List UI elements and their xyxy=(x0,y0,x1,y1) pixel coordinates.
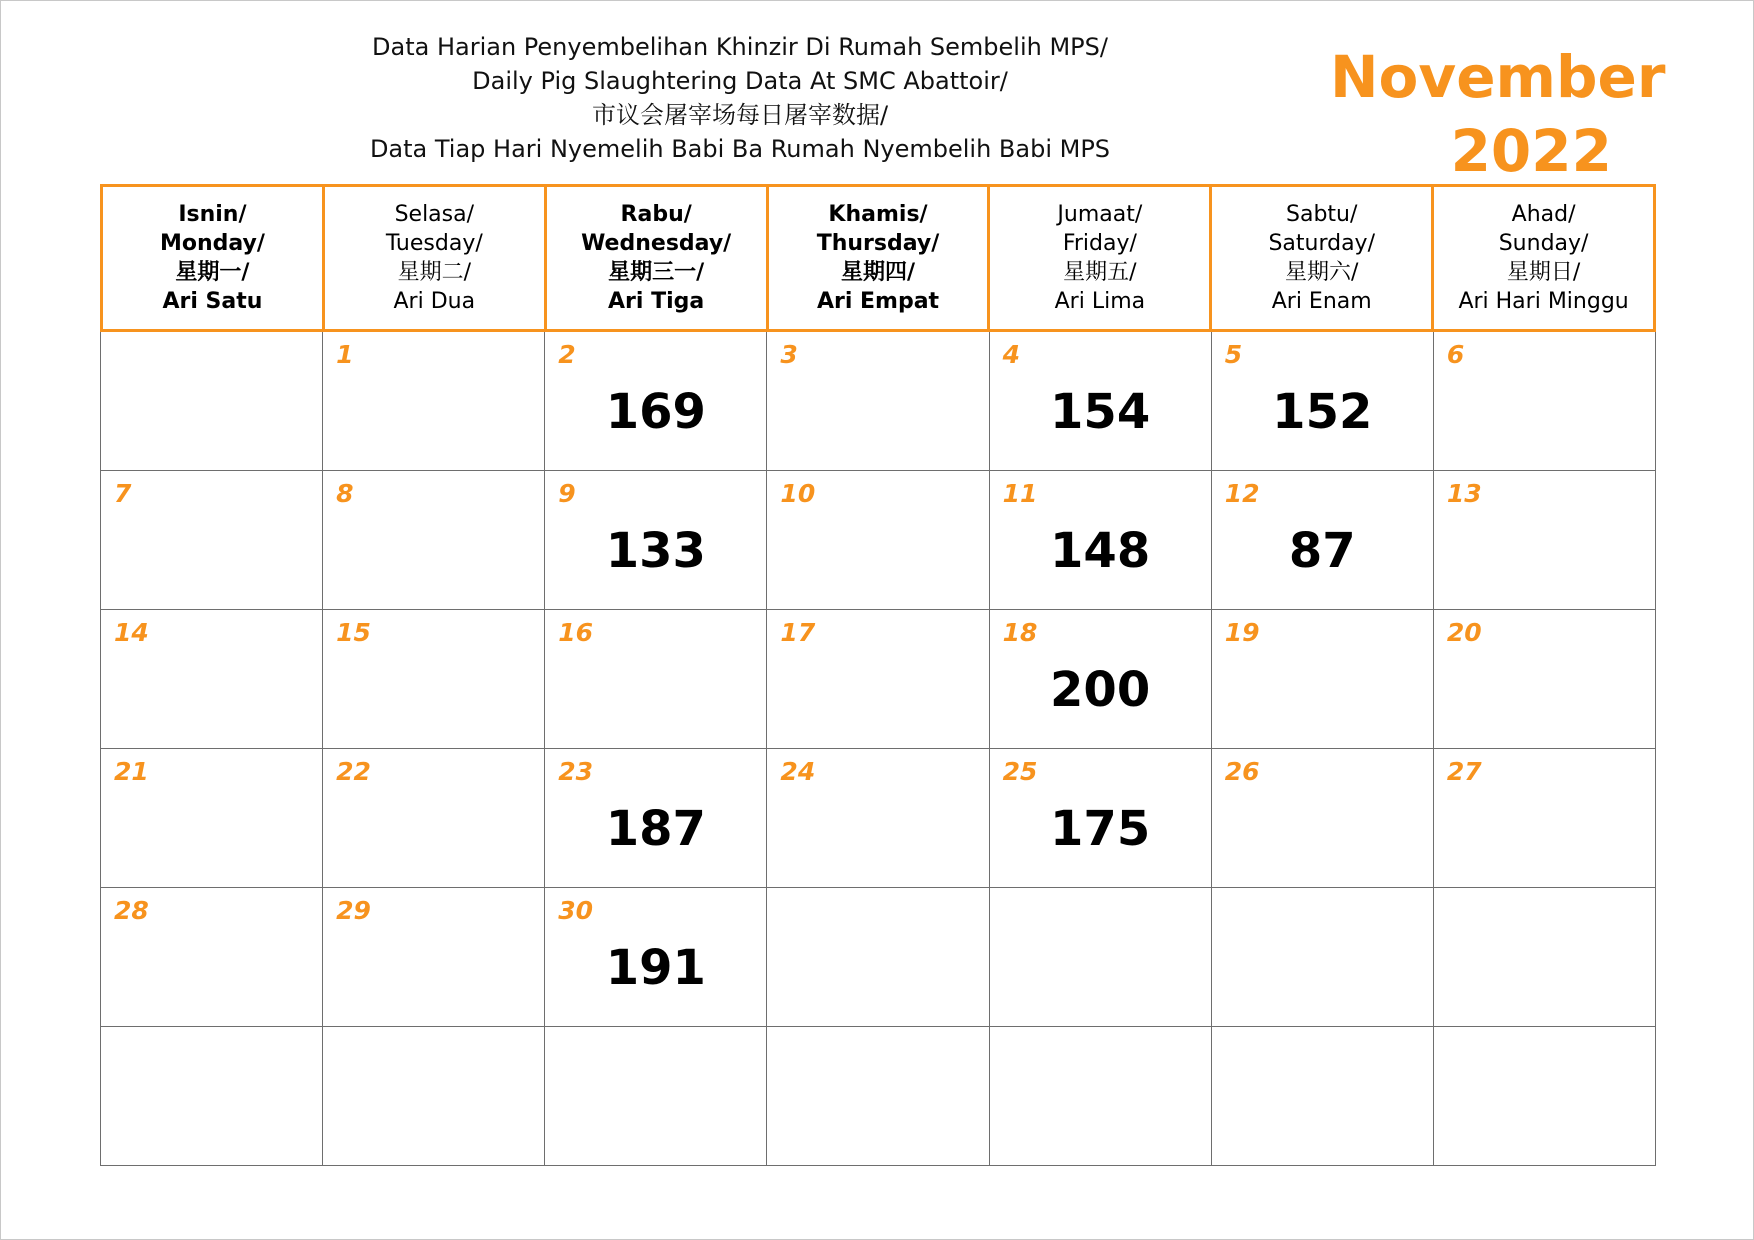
day-cell xyxy=(545,888,767,1027)
weekday-label: Ari Satu xyxy=(162,289,263,314)
day-number: 18 xyxy=(1002,618,1038,647)
weekday-label: Ari Tiga xyxy=(608,289,705,314)
week-row xyxy=(100,888,1656,1027)
day-cell xyxy=(545,332,767,471)
year-title: 2022 xyxy=(1450,117,1612,185)
weekday-label: Ari Enam xyxy=(1271,289,1372,314)
day-number: 15 xyxy=(336,618,371,647)
document-title xyxy=(300,30,1180,166)
slaughter-count: 169 xyxy=(605,384,706,440)
weekday-label: Selasa/ xyxy=(394,202,475,227)
weekday-label: Ari Dua xyxy=(393,289,476,314)
weekday-label: Rabu/ xyxy=(620,202,692,227)
day-cell xyxy=(1212,1027,1434,1166)
weekday-header-row xyxy=(100,184,1656,332)
title-line-iban: Data Tiap Hari Nyemelih Babi Ba Rumah Nyembelih Babi MPS xyxy=(369,135,1111,163)
day-cell xyxy=(990,888,1212,1027)
weekday-label: Wednesday/ xyxy=(581,231,732,256)
slaughter-count: 154 xyxy=(1050,384,1151,440)
day-number: 4 xyxy=(1002,340,1020,369)
day-cell xyxy=(990,1027,1212,1166)
title-line-english: Daily Pig Slaughtering Data At SMC Abattoir/ xyxy=(472,67,1008,95)
weekday-label: 星期六/ xyxy=(1285,260,1359,285)
weekday-label: Jumaat/ xyxy=(1057,202,1143,227)
day-number: 13 xyxy=(1446,479,1482,508)
slaughter-count: 187 xyxy=(605,801,706,857)
day-number: 6 xyxy=(1446,340,1465,369)
weekday-header xyxy=(322,184,547,332)
day-number: 28 xyxy=(114,896,149,925)
day-cell xyxy=(100,888,323,1027)
day-cell xyxy=(990,471,1212,610)
day-number: 30 xyxy=(558,896,594,925)
day-number: 10 xyxy=(780,479,816,508)
day-cell xyxy=(323,332,545,471)
day-number: 9 xyxy=(558,479,576,508)
title-line-chinese: 市议会屠宰场每日屠宰数据/ xyxy=(591,101,889,129)
day-cell xyxy=(990,749,1212,888)
day-number: 25 xyxy=(1002,757,1038,786)
day-number: 8 xyxy=(336,479,354,508)
weekday-label: 星期四/ xyxy=(840,260,916,285)
day-number: 2 xyxy=(558,340,576,369)
day-cell xyxy=(990,610,1212,749)
day-cell xyxy=(1434,888,1656,1027)
weekday-label: 星期一/ xyxy=(175,260,250,285)
day-cell xyxy=(545,749,767,888)
weekday-header xyxy=(1431,184,1656,332)
day-number: 17 xyxy=(780,618,816,647)
day-cell xyxy=(1434,610,1656,749)
weekday-label: Khamis/ xyxy=(828,202,928,227)
weekday-label: 星期三一/ xyxy=(608,260,705,285)
day-number: 12 xyxy=(1224,479,1260,508)
day-cell xyxy=(767,749,989,888)
day-number: 5 xyxy=(1224,340,1243,369)
weekday-label: Ari Hari Minggu xyxy=(1458,289,1629,314)
day-cell xyxy=(1212,610,1434,749)
day-number: 14 xyxy=(114,618,149,647)
weekday-header xyxy=(766,184,991,332)
day-number: 24 xyxy=(780,757,816,786)
weekday-label: Thursday/ xyxy=(816,231,940,256)
day-cell xyxy=(545,471,767,610)
weekday-label: Ahad/ xyxy=(1511,202,1576,227)
day-cell xyxy=(1434,471,1656,610)
slaughter-count: 87 xyxy=(1288,523,1356,579)
weekday-label: 星期五/ xyxy=(1063,260,1137,285)
day-number: 19 xyxy=(1224,618,1260,647)
day-cell xyxy=(323,1027,545,1166)
weekday-label: Sunday/ xyxy=(1498,231,1589,256)
weekday-label: Ari Lima xyxy=(1054,289,1146,314)
day-cell xyxy=(1212,749,1434,888)
day-number: 7 xyxy=(114,479,132,508)
day-cell xyxy=(767,610,989,749)
title-line-malay: Data Harian Penyembelihan Khinzir Di Rumah Sembelih MPS/ xyxy=(372,33,1108,61)
day-cell xyxy=(100,471,323,610)
calendar-weeks xyxy=(100,332,1656,1166)
day-cell xyxy=(100,610,323,749)
day-cell xyxy=(545,1027,767,1166)
day-cell xyxy=(767,471,989,610)
weekday-label: Monday/ xyxy=(159,231,265,256)
slaughter-count: 152 xyxy=(1272,384,1373,440)
day-cell xyxy=(100,1027,323,1166)
day-cell xyxy=(323,471,545,610)
weekday-label: 星期日/ xyxy=(1506,260,1581,285)
day-number: 26 xyxy=(1224,757,1260,786)
day-number: 29 xyxy=(336,896,371,925)
day-number: 3 xyxy=(780,340,798,369)
month-title: November xyxy=(1330,43,1666,111)
day-cell xyxy=(323,610,545,749)
day-cell xyxy=(1212,332,1434,471)
week-row xyxy=(100,749,1656,888)
day-cell xyxy=(545,610,767,749)
weekday-label: Isnin/ xyxy=(178,202,247,227)
day-number: 16 xyxy=(558,618,594,647)
week-row xyxy=(100,471,1656,610)
day-cell xyxy=(100,749,323,888)
weekday-label: Friday/ xyxy=(1062,231,1137,256)
day-number: 22 xyxy=(336,757,371,786)
slaughter-count: 133 xyxy=(605,523,706,579)
weekday-header xyxy=(987,184,1212,332)
weekday-label: Tuesday/ xyxy=(385,231,483,256)
day-cell xyxy=(1212,888,1434,1027)
day-cell xyxy=(323,749,545,888)
weekday-label: 星期二/ xyxy=(397,260,471,285)
day-number: 21 xyxy=(114,757,149,786)
slaughter-count: 175 xyxy=(1050,801,1151,857)
weekday-label: Ari Empat xyxy=(816,289,940,314)
slaughter-count: 200 xyxy=(1050,662,1151,718)
weekday-header xyxy=(544,184,769,332)
calendar-grid xyxy=(100,184,1656,1166)
day-number: 27 xyxy=(1446,757,1482,786)
day-number: 20 xyxy=(1446,618,1482,647)
day-number: 23 xyxy=(558,757,594,786)
day-cell xyxy=(1434,749,1656,888)
day-number: 11 xyxy=(1002,479,1038,508)
weekday-label: Saturday/ xyxy=(1268,231,1375,256)
day-cell xyxy=(1434,1027,1656,1166)
slaughter-count: 191 xyxy=(605,940,706,996)
day-cell xyxy=(767,1027,989,1166)
weekday-header xyxy=(1209,184,1434,332)
day-cell xyxy=(1212,471,1434,610)
weekday-label: Sabtu/ xyxy=(1286,202,1358,227)
weekday-header xyxy=(100,184,325,332)
day-cell xyxy=(1434,332,1656,471)
week-row xyxy=(100,610,1656,749)
day-cell xyxy=(100,332,323,471)
day-cell xyxy=(767,332,989,471)
slaughter-count: 148 xyxy=(1050,523,1151,579)
week-row xyxy=(100,1027,1656,1166)
day-number: 1 xyxy=(336,340,354,369)
day-cell xyxy=(767,888,989,1027)
day-cell xyxy=(990,332,1212,471)
day-cell xyxy=(323,888,545,1027)
week-row xyxy=(100,332,1656,471)
